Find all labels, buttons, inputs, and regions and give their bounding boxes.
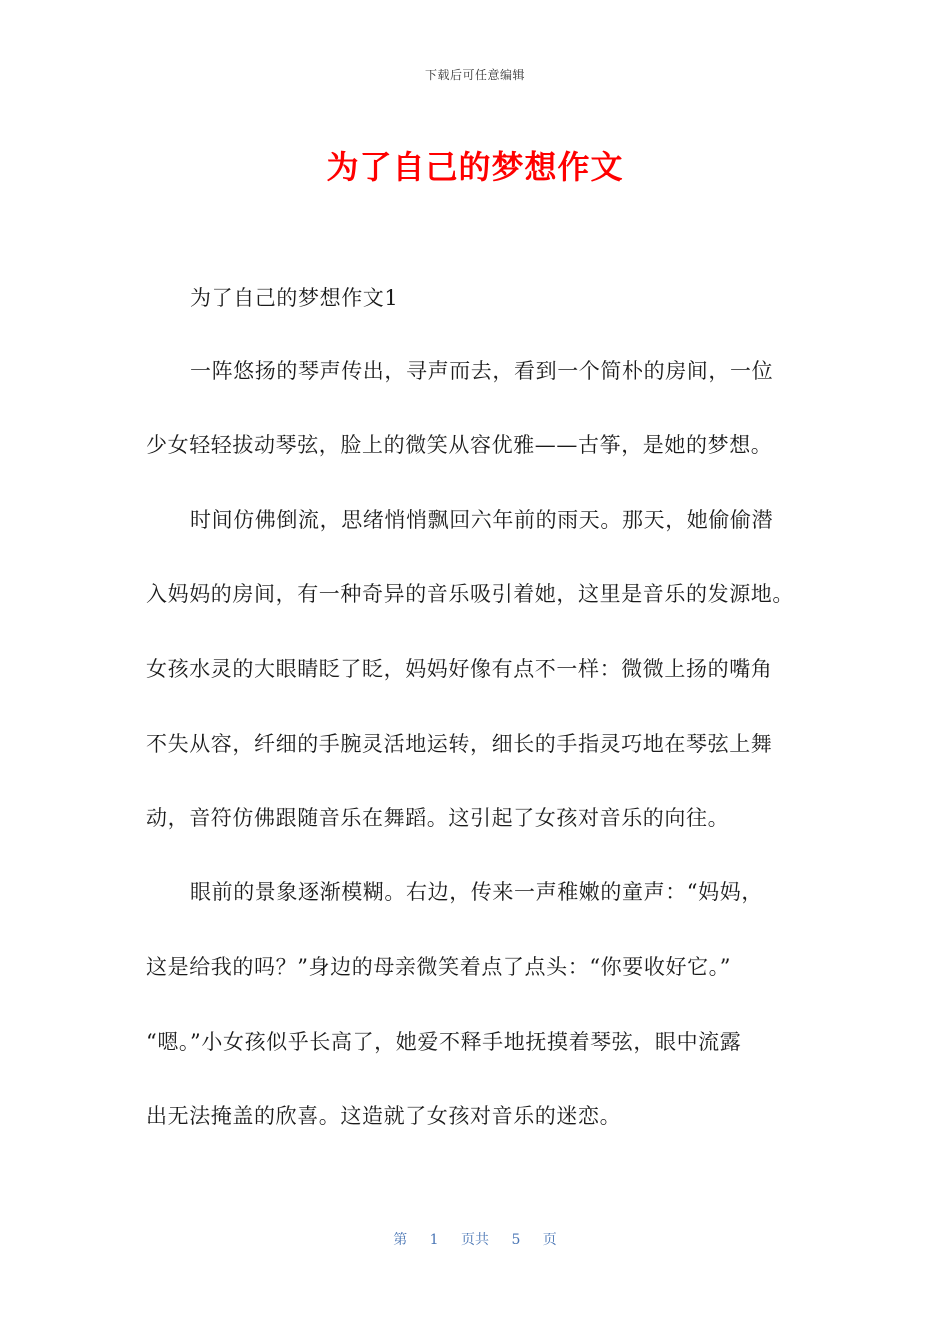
paragraph-line: 动，音符仿佛跟随音乐在舞蹈。这引起了女孩对音乐的向往。 <box>146 806 730 830</box>
paragraph-line: 不失从容，纤细的手腕灵活地运转，细长的手指灵巧地在琴弦上舞 <box>146 732 773 756</box>
paragraph-line: 少女轻轻拔动琴弦，脸上的微笑从容优雅——古筝，是她的梦想。 <box>146 433 773 457</box>
paragraph-line: 出无法掩盖的欣喜。这造就了女孩对音乐的迷恋。 <box>146 1104 622 1128</box>
paragraph-line: 时间仿佛倒流，思绪悄悄飘回六年前的雨天。那天，她偷偷潜 <box>190 508 774 532</box>
paragraph-line: 一阵悠扬的琴声传出，寻声而去，看到一个简朴的房间，一位 <box>190 359 774 383</box>
paragraph-line: 入妈妈的房间，有一种奇异的音乐吸引着她，这里是音乐的发源地。 <box>146 582 794 606</box>
header-note: 下载后可任意编辑 <box>424 68 525 82</box>
paragraph-line: 眼前的景象逐渐模糊。右边，传来一声稚嫩的童声：“妈妈， <box>190 880 763 904</box>
paragraph-line: 女孩水灵的大眼睛眨了眨，妈妈好像有点不一样：微微上扬的嘴角 <box>146 657 773 681</box>
page-footer: 第 1 页共 5 页 <box>393 1232 557 1248</box>
section-heading: 为了自己的梦想作文1 <box>190 286 399 310</box>
paragraph-line: “嗯。”小女孩似乎长高了，她爱不释手地抚摸着琴弦，眼中流露 <box>146 1030 742 1054</box>
document-title: 为了自己的梦想作文 <box>326 148 624 186</box>
paragraph-line: 这是给我的吗？”身边的母亲微笑着点了点头：“你要收好它。” <box>146 955 732 979</box>
